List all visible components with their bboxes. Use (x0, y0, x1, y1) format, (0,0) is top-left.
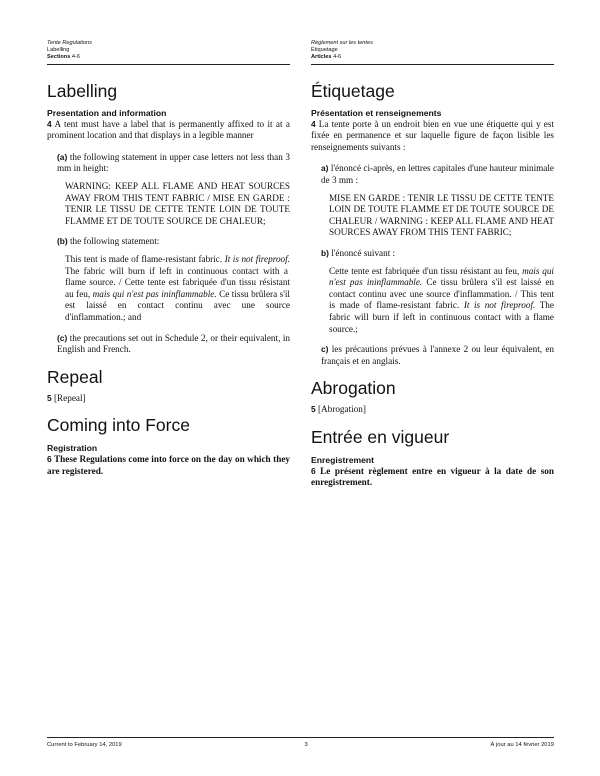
subheading-presentation: Présentation et renseignements (311, 107, 442, 118)
page-number: 3 (304, 742, 308, 748)
section-6-text: 6 Le présent règlement entre en vigueur à la date de son enregistrement. (311, 465, 554, 488)
section-4-text: 4 La tente porte à un endroit bien en vue une étiquette qui y est fixée en permanence et sur laquelle figure de façon lisible les renseignements suivants : (311, 118, 555, 152)
paragraph-b: b) l'énoncé suivant : (321, 247, 396, 258)
paragraph-a: (a) the following statement in upper case letters not less than 3 mm in height: (57, 151, 290, 174)
section-5-text: 5 [Abrogation] (311, 404, 366, 415)
flame-resistant-statement: This tent is made of flame-resistant fabric. It is not fireproof. The fabric will burn if left in continuous contact with a flame source. / Cette tente est fabriquée d'un tissu résistant au feu, mais qui n'est pas ininflammable. Ce tissu brûlera s'il est laissé en contact continu avec une source d'inflammation.; and (65, 253, 290, 322)
paragraph-b: (b) the following statement: (57, 236, 160, 247)
header-act-title: Tente Regulations (47, 40, 92, 46)
footer-a-jour: À jour au 14 février 2019 (490, 742, 554, 748)
heading-coming-into-force: Entrée en vigueur (311, 426, 450, 447)
heading-coming-into-force: Coming into Force (47, 415, 190, 436)
heading-labelling: Étiquetage (311, 80, 395, 101)
header-part-title: Labelling (47, 47, 70, 54)
running-header-en (47, 40, 290, 65)
heading-repeal: Repeal (47, 366, 103, 387)
paragraph-c: (c) the precautions set out in Schedule 2, or their equivalent, in English and French. (57, 332, 290, 355)
flame-resistant-statement: Cette tente est fabriquée d'un tissu résistant au feu, mais qui n'est pas ininflammable. Ce tissu brûlera s'il est laissé en contact continu avec une source d'inflammation. / This tent is made of flame-resistant fabric. It is not fireproof. The fabric will burn if left in continuous contact with a flame source.; (329, 265, 554, 334)
subheading-registration: Registration (47, 443, 98, 454)
header-sections: Sections 4-6 (47, 54, 80, 61)
heading-repeal: Abrogation (311, 378, 396, 399)
subheading-presentation: Presentation and information (47, 107, 167, 118)
footer-current-to: Current to February 14, 2019 (47, 742, 122, 748)
page-footer (47, 737, 554, 748)
running-header-fr (311, 40, 554, 65)
french-column (311, 40, 554, 489)
warning-statement: MISE EN GARDE : TENIR LE TISSU DE CETTE TENTE LOIN DE TOUTE FLAMME ET DE TOUTE SOURCE DE CHALEUR / WARNING : KEEP ALL FLAME AND HEAT SOURCES AWAY FROM THIS TENT FABRIC; (329, 192, 554, 238)
header-part-title: Étiquetage (311, 47, 338, 54)
section-4-text: 4 A tent must have a label that is permanently affixed to it at a prominent location and that displays in a legible manner (47, 118, 291, 141)
header-sections: Articles 4-6 (311, 54, 342, 61)
english-column (47, 40, 290, 477)
section-5-text: 5 [Repeal] (47, 392, 86, 403)
subheading-registration: Enregistrement (311, 454, 375, 465)
header-act-title: Règlement sur les tentes (311, 40, 373, 46)
paragraph-a: a) l'énoncé ci-après, en lettres capitales d'une hauteur minimale de 3 mm : (321, 163, 555, 185)
paragraph-c: c) les précautions prévues à l'annexe 2 ou leur équivalent, en français et en anglais. (321, 344, 554, 366)
section-6-text: 6 These Regulations come into force on the day on which they are registered. (47, 454, 290, 476)
heading-labelling: Labelling (47, 80, 118, 101)
warning-statement: WARNING: KEEP ALL FLAME AND HEAT SOURCES AWAY FROM THIS TENT FABRIC / MISE EN GARDE : TENIR LE TISSU DE CETTE TENTE LOIN DE TOUTE FLAMME ET DE TOUTE SOURCE DE CHALEUR; (65, 180, 290, 226)
